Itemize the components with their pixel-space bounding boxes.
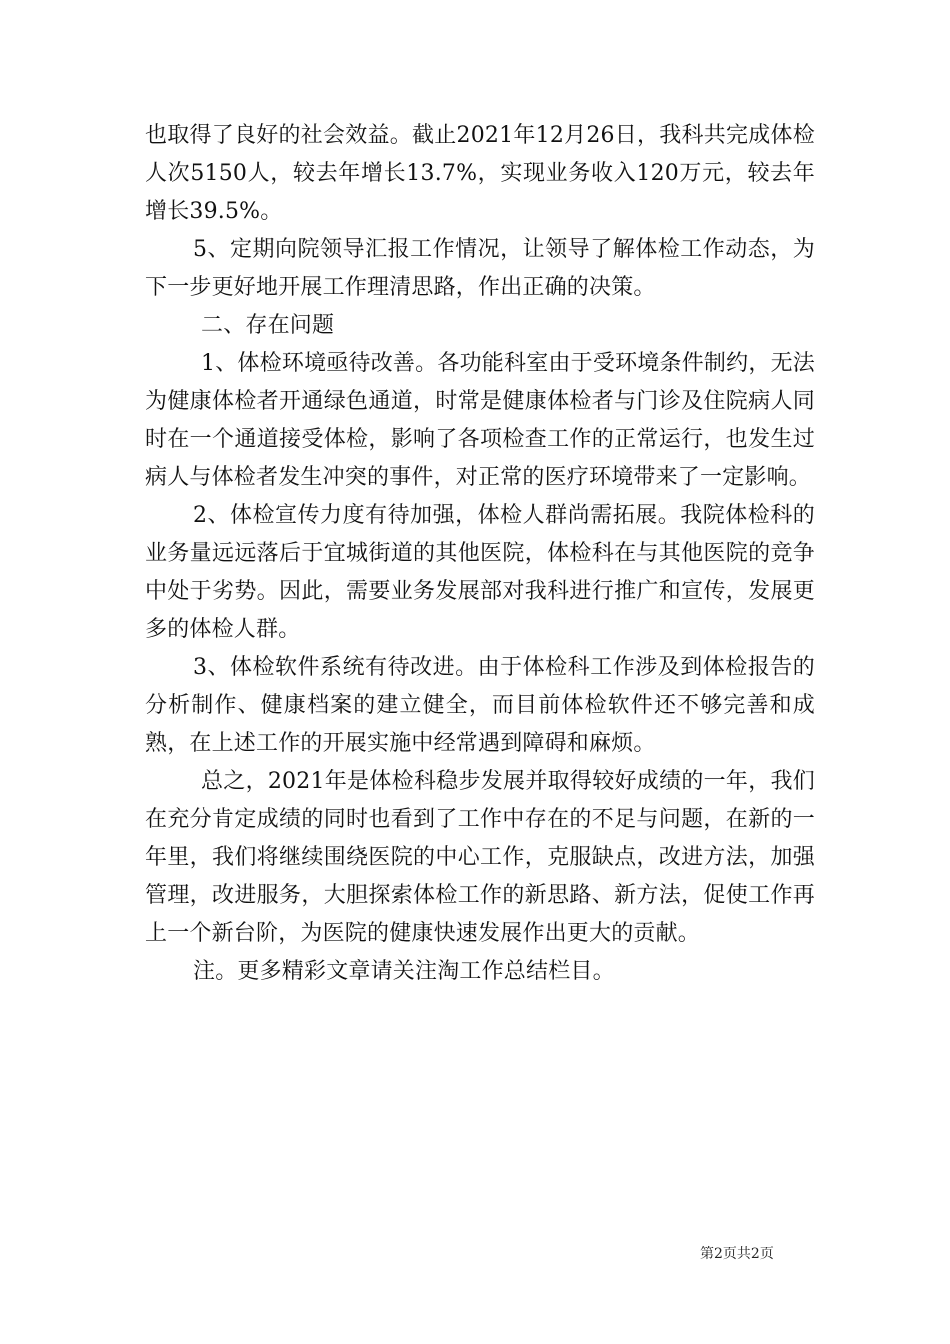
paragraph-problem-2: 2、体检宣传力度有待加强，体检人群尚需拓展。我院体检科的业务量远远落后于宜城街道的其他医院，体检科在与其他医院的竞争中处于劣势。因此，需要业务发展部对我科进行推广和宣传，发展更多的体检人群。 (145, 503, 815, 642)
paragraph-continuation: 也取得了良好的社会效益。截止2021年12月26日，我科共完成体检人次5150人，较去年增长13.7%，实现业务收入120万元，较去年增长39.5%。 (145, 123, 815, 224)
paragraph-conclusion: 总之，2021年是体检科稳步发展并取得较好成绩的一年，我们在充分肯定成绩的同时也看到了工作中存在的不足与问题，在新的一年里，我们将继续围绕医院的中心工作，克服缺点，改进方法，加强管理，改进服务，大胆探索体检工作的新思路、新方法，促使工作再上一个新台阶，为医院的健康快速发展作出更大的贡献。 (145, 769, 815, 946)
paragraph-item-5: 5、定期向院领导汇报工作情况，让领导了解体检工作动态，为下一步更好地开展工作理清思路，作出正确的决策。 (145, 237, 815, 300)
section-heading-problems: 二、存在问题 (201, 313, 335, 338)
paragraph-note: 注。更多精彩文章请关注淘工作总结栏目。 (193, 959, 615, 984)
paragraph-problem-1: 1、体检环境亟待改善。各功能科室由于受环境条件制约，无法为健康体检者开通绿色通道，时常是健康体检者与门诊及住院病人同时在一个通道接受体检，影响了各项检查工作的正常运行，也发生过病人与体检者发生冲突的事件，对正常的医疗环境带来了一定影响。 (145, 351, 815, 490)
page-number-footer (700, 1245, 820, 1263)
paragraph-problem-3: 3、体检软件系统有待改进。由于体检科工作涉及到体检报告的分析制作、健康档案的建立健全，而目前体检软件还不够完善和成熟，在上述工作的开展实施中经常遇到障碍和麻烦。 (145, 655, 815, 756)
page-number-label: 第2页共2页 (700, 1246, 774, 1262)
document-body (145, 117, 815, 991)
